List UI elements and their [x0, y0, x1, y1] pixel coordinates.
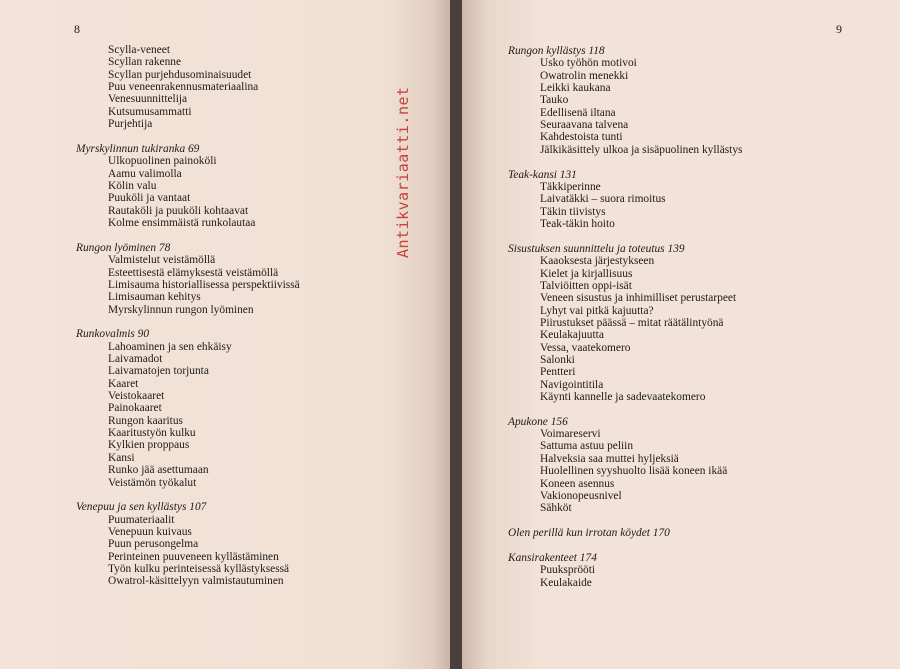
page-number: 9	[836, 22, 842, 36]
toc-item: Laivamatojen torjunta	[108, 365, 209, 378]
toc-chapter	[508, 527, 742, 539]
toc-item: Purjehtija	[108, 118, 153, 131]
toc-item: Rautaköli ja puuköli kohtaavat	[108, 204, 249, 217]
toc-item: Myrskylinnun rungon lyöminen	[108, 303, 254, 316]
toc-item: Limisauma historiallisessa perspektiivissä	[108, 278, 300, 291]
toc-item: Seuraavana talvena	[540, 119, 629, 132]
toc-item: Kolme ensimmäistä runkolautaa	[108, 216, 256, 229]
toc-item: Jälkikäsittely ulkoa ja sisäpuolinen kyllästys	[540, 143, 743, 156]
toc-chapter	[508, 416, 742, 515]
toc-item: Kielet ja kirjallisuus	[540, 267, 633, 280]
chapter-title: Sisustuksen suunnittelu ja toteutus 139	[508, 242, 685, 255]
toc-item: Huolellinen syyshuolto lisää koneen ikää	[540, 465, 728, 478]
toc-item: Salonki	[540, 353, 575, 366]
toc-item: Kaaoksesta järjestykseen	[540, 255, 655, 268]
toc-chapter	[508, 45, 742, 156]
toc-item: Runko jää asettumaan	[108, 464, 209, 477]
toc-item: Sähköt	[540, 502, 572, 515]
toc-item: Keulakaide	[540, 576, 592, 589]
toc-item: Halveksia saa muttei hyljeksiä	[540, 452, 679, 465]
toc-item: Teak-täkin hoito	[540, 217, 615, 230]
chapter-title: Olen perillä kun irrotan köydet 170	[508, 527, 670, 540]
toc-item: Painokaaret	[108, 402, 162, 415]
chapter-title: Rungon lyöminen 78	[76, 241, 171, 254]
toc-item: Kutsumusammatti	[108, 105, 192, 118]
chapter-title: Myrskylinnun tukiranka 69	[76, 142, 200, 155]
toc-item: Venepuun kuivaus	[108, 526, 192, 539]
toc-item: Pentteri	[540, 366, 576, 379]
toc-item: Täkkiperinne	[540, 180, 601, 193]
toc-item: Vakionopeusnivel	[540, 489, 622, 502]
toc-item: Käynti kannelle ja sadevaatekomero	[540, 390, 706, 403]
toc-item: Kylkien proppaus	[108, 439, 190, 452]
chapter-title: Runkovalmis 90	[76, 328, 150, 341]
toc-chapter	[76, 242, 300, 316]
toc-item: Veistokaaret	[108, 390, 165, 403]
toc-item: Tauko	[540, 94, 569, 107]
toc-chapter	[508, 552, 742, 589]
toc-item: Lahoaminen ja sen ehkäisy	[108, 340, 232, 353]
watermark-stamp: Antikvariaatti.net	[394, 86, 412, 258]
toc-item: Perinteinen puuveneen kyllästäminen	[108, 550, 279, 563]
toc-chapter	[76, 143, 300, 229]
toc-item: Venesuunnittelija	[108, 93, 188, 106]
chapter-title: Kansirakenteet 174	[508, 551, 597, 564]
chapter-title: Teak-kansi 131	[508, 168, 577, 181]
toc-item: Puuköli ja vantaat	[108, 192, 191, 205]
toc-item: Valmistelut veistämöllä	[108, 254, 216, 267]
toc-item: Piirustukset päässä – mitat räätälintyönä	[540, 316, 724, 329]
toc-item: Sattuma astuu peliin	[540, 440, 634, 453]
toc-item: Owatrolin menekki	[540, 69, 629, 82]
toc-item: Scylla-veneet	[108, 44, 170, 56]
toc-item: Talviöitten oppi-isät	[540, 279, 632, 292]
toc-item: Leikki kaukana	[540, 82, 611, 95]
toc-item: Täkin tiivistys	[540, 205, 606, 218]
toc-item: Veistämön työkalut	[108, 476, 197, 489]
toc-intro-section	[76, 44, 300, 130]
toc-item: Voimareservi	[540, 428, 601, 441]
toc-item: Scyllan rakenne	[108, 56, 182, 69]
toc-item: Veneen sisustus ja inhimilliset perustarpeet	[540, 292, 737, 305]
page-number: 8	[74, 22, 80, 36]
book-gutter	[450, 0, 462, 669]
toc-item: Aamu valimolla	[108, 167, 182, 180]
toc-item: Puun perusongelma	[108, 538, 199, 551]
toc-item: Ulkopuolinen painoköli	[108, 155, 217, 168]
toc-item: Rungon kaaritus	[108, 414, 183, 427]
toc-item: Owatrol-käsittelyyn valmistautuminen	[108, 575, 284, 588]
toc-item: Lyhyt vai pitkä kajuutta?	[540, 304, 654, 317]
toc-chapter	[508, 169, 742, 231]
toc-item: Scyllan purjehdusominaisuudet	[108, 68, 252, 81]
chapter-title: Rungon kyllästys 118	[508, 45, 605, 57]
toc-item: Edellisenä iltana	[540, 106, 616, 119]
toc-item: Keulakajuutta	[540, 329, 604, 342]
toc-item: Limisauman kehitys	[108, 291, 201, 304]
toc-item: Puumateriaalit	[108, 513, 175, 526]
toc-chapter	[76, 328, 300, 488]
toc-item: Usko työhön motivoi	[540, 57, 637, 70]
toc-item: Työn kulku perinteisessä kyllästyksessä	[108, 563, 290, 576]
toc-item: Navigointitila	[540, 378, 604, 391]
toc-chapter	[508, 243, 742, 403]
toc-left	[76, 44, 300, 600]
toc-item: Koneen asennus	[540, 477, 615, 490]
chapter-title: Apukone 156	[508, 415, 568, 428]
toc-item: Laivamadot	[108, 353, 163, 366]
toc-item: Esteettisestä elämyksestä veistämöllä	[108, 266, 279, 279]
toc-item: Puuksprööti	[540, 564, 596, 577]
right-page	[462, 0, 900, 669]
toc-chapter	[76, 501, 300, 587]
chapter-title: Venepuu ja sen kyllästys 107	[76, 501, 207, 514]
toc-item: Kölin valu	[108, 179, 157, 192]
toc-item: Puu veneenrakennusmateriaalina	[108, 81, 259, 94]
toc-right	[508, 45, 742, 601]
toc-item: Vessa, vaatekomero	[540, 341, 631, 354]
toc-item: Kaaritustyön kulku	[108, 427, 196, 440]
toc-item: Kahdestoista tunti	[540, 131, 623, 144]
toc-item: Laivatäkki – suora rimoitus	[540, 193, 666, 206]
toc-item: Kaaret	[108, 377, 139, 390]
toc-item: Kansi	[108, 451, 135, 464]
